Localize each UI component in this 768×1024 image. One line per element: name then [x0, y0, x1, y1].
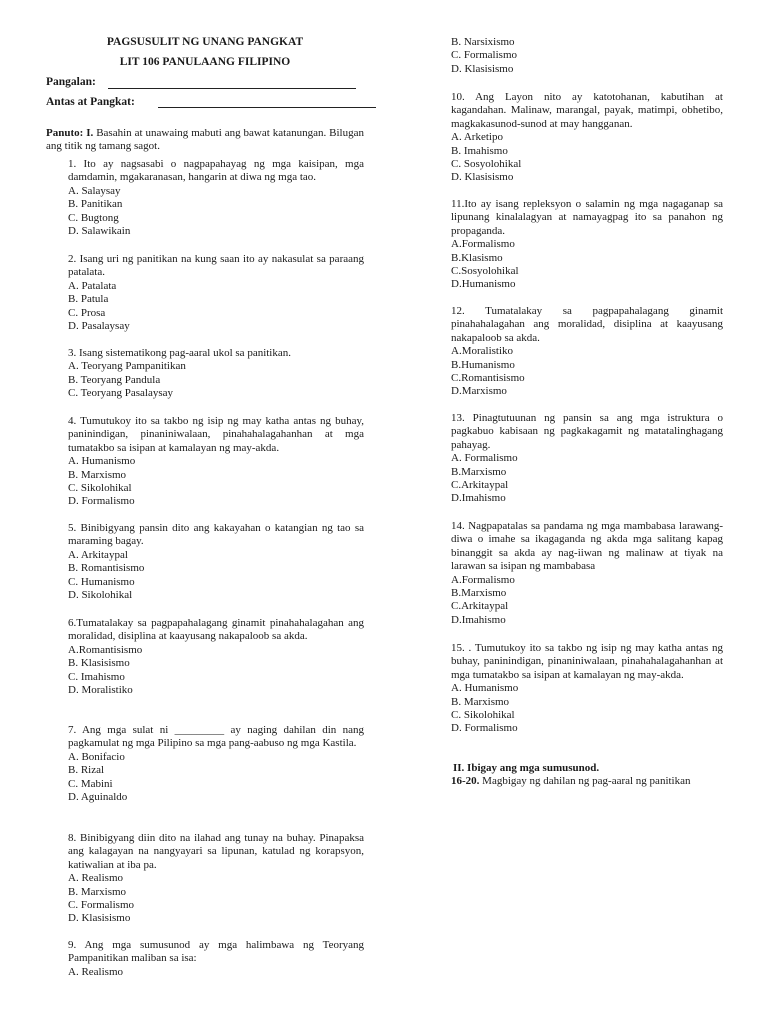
option[interactable]: C. Sosyolohikal [451, 158, 522, 171]
option[interactable]: C.Arkitaypal [451, 600, 509, 613]
option[interactable]: D.Humanismo [451, 278, 516, 291]
option[interactable]: B. Rizal [68, 764, 105, 777]
option[interactable]: D. Klasisismo [451, 62, 514, 75]
option[interactable]: B. Panitikan [68, 198, 123, 211]
question-stem: 11.Ito ay isang repleksyon o salamin ng mga nagaganap sa lipunang kinalalagyan at namayagpag ito sa panahon ng propaganda. [451, 198, 723, 237]
question-stem: 4. Tumutukoy ito sa takbo ng isip ng may katha antas ng buhay, paninindigan, pinaniniwalaan, pinahahalagahanhan at mga tumatakbo sa isipan at kamalayan ng may-akda. [68, 415, 364, 454]
question-10 [451, 91, 723, 185]
option[interactable]: D.Imahismo [451, 613, 506, 626]
option[interactable]: B. Klasisismo [68, 657, 130, 670]
question-3 [46, 347, 364, 401]
option[interactable]: C. Humanismo [68, 575, 135, 588]
option[interactable]: A. Teoryang Pampanitikan [68, 360, 186, 373]
option[interactable]: C. Bugtong [68, 211, 119, 224]
question-stem: 15. . Tumutukoy ito sa takbo ng isip ng may katha antas ng buhay, paninindigan, pinaniniwalaan, pinahahalagahanhan at mga tumatakbo sa isipan at kamalayan ng may-akda. [451, 642, 723, 681]
option[interactable]: B. Marxismo [451, 695, 510, 708]
section-label: Antas at Pangkat: [46, 96, 135, 108]
option[interactable]: D. Sikolohikal [68, 589, 133, 602]
option[interactable]: C. Prosa [68, 306, 106, 319]
option[interactable]: A. Realismo [68, 872, 123, 885]
question-stem: 5. Binibigyang pansin dito ang kakayahan o katangian ng tao sa maraming bagay. [68, 522, 364, 548]
option[interactable]: A. Realismo [68, 965, 123, 978]
option[interactable]: C. Formalismo [451, 49, 518, 62]
option[interactable]: B.Marxismo [451, 587, 507, 600]
option[interactable]: C. Sikolohikal [68, 482, 132, 495]
option[interactable]: A. Patalata [68, 279, 117, 292]
question-stem: 1. Ito ay nagsasabi o nagpapahayag ng mga kaisipan, mga damdamin, mgakaranasan, hangarin at diwa ng mga tao. [68, 158, 364, 184]
option[interactable]: D. Salawikain [68, 225, 131, 238]
option[interactable]: A. Humanismo [68, 455, 136, 468]
question-8 [46, 832, 364, 926]
question-stem: 7. Ang mga sulat ni _________ ay naging dahilan din nang pagkamulat ng mga Pilipino sa mga pang-aabuso ng mga Kastila. [68, 724, 364, 750]
question-stem: 12. Tumatalakay sa pagpapahalagang ginamit pinahahalagahan ang moralidad, disiplina at kaayusang nakapaloob sa akda. [451, 305, 723, 344]
instructions-text: Basahin at unawaing mabuti ang bawat katanungan. Bilugan ang titik ng tamang sagot. [46, 127, 365, 153]
option[interactable]: D. Pasalaysay [68, 320, 130, 333]
name-label: Pangalan: [46, 76, 96, 88]
option[interactable]: C.Sosyolohikal [451, 265, 519, 278]
option[interactable]: D. Formalismo [451, 722, 518, 735]
option[interactable]: D. Aguinaldo [68, 791, 128, 804]
question-4 [46, 415, 364, 509]
section-field[interactable] [158, 107, 376, 108]
option[interactable]: B.Klasismo [451, 251, 503, 264]
option[interactable]: D. Formalismo [68, 495, 135, 508]
question-2 [46, 253, 364, 333]
option[interactable]: D.Marxismo [451, 385, 507, 398]
option[interactable]: B. Imahismo [451, 144, 508, 157]
question-stem: 6.Tumatalakay sa pagpapahalagang ginamit pinahahalagahan ang moralidad, disiplina at kaayusang nakapaloob sa akda. [68, 617, 364, 643]
instructions-label: Panuto: I. [46, 127, 94, 139]
option[interactable]: A.Moralistiko [451, 345, 514, 358]
option[interactable]: C. Mabini [68, 777, 113, 790]
question-14 [451, 520, 723, 627]
question-5 [46, 522, 364, 602]
question-stem: 9. Ang mga sumusunod ay mga halimbawa ng Teoryang Pampanitikan maliban sa isa: [68, 939, 364, 965]
option[interactable]: A.Formalismo [451, 573, 515, 586]
option[interactable]: B. Patula [68, 293, 109, 306]
question-stem: 2. Isang uri ng panitikan na kung saan ito ay nakasulat sa paraang patalata. [68, 253, 364, 279]
option[interactable]: C. Imahismo [68, 670, 125, 683]
option[interactable]: B. Teoryang Pandula [68, 373, 161, 386]
option[interactable]: A. Formalismo [451, 452, 518, 465]
part-2 [451, 762, 723, 789]
option[interactable]: C.Arkitaypal [451, 479, 509, 492]
option[interactable]: C.Romantisismo [451, 372, 525, 385]
option[interactable]: A. Salaysay [68, 184, 121, 197]
option[interactable]: D. Klasisismo [68, 912, 131, 925]
option[interactable]: C. Sikolohikal [451, 709, 515, 722]
question-stem: 14. Nagpapatalas sa pandama ng mga mambabasa larawang-diwa o imahe sa ikagaganda ng akda mga salitang kapag binanggit sa akda ay nag-iiwan ng malinaw at tiyak na larawan sa isipan ng mambabasa [451, 520, 723, 573]
part-2-heading: II. Ibigay ang mga sumusunod. [453, 762, 600, 774]
option[interactable]: A.Romantisismo [68, 643, 143, 656]
question-9-continued [451, 36, 723, 76]
option[interactable]: D. Klasisismo [451, 171, 514, 184]
question-stem: 13. Pinagtutuunan ng pansin sa ang mga istruktura o pagkabuo kabisaan ng pagkakagamit ng matatalinghagang pahayag. [451, 412, 723, 451]
question-stem: 3. Isang sistematikong pag-aaral ukol sa panitikan. [68, 347, 291, 359]
option[interactable]: C. Teoryang Pasalaysay [68, 387, 174, 400]
option[interactable]: B.Marxismo [451, 465, 507, 478]
option[interactable]: B. Marxismo [68, 885, 127, 898]
option[interactable]: B. Romantisismo [68, 562, 145, 575]
question-11 [451, 198, 723, 292]
question-6 [46, 617, 364, 697]
question-12 [451, 305, 723, 399]
question-15 [451, 642, 723, 736]
exam-title: PAGSUSULIT NG UNANG PANGKAT [106, 36, 304, 48]
option[interactable]: C. Formalismo [68, 899, 135, 912]
option[interactable]: A. Bonifacio [68, 750, 125, 763]
question-stem: 8. Binibigyang diin dito na ilahad ang tunay na buhay. Pinapaksa ang kalagayan na nangyayari sa lipunan, katulad ng korapsyon, katiwalian at iba pa. [68, 832, 364, 871]
question-7 [46, 724, 364, 804]
option[interactable]: A. Arketipo [451, 131, 503, 144]
option[interactable]: D.Imahismo [451, 492, 506, 505]
item-number: 16-20. [451, 775, 480, 788]
question-1 [46, 158, 364, 238]
question-9 [46, 939, 364, 979]
option[interactable]: A.Formalismo [451, 238, 515, 251]
instructions [46, 127, 364, 154]
option[interactable]: B. Marxismo [68, 468, 127, 481]
option[interactable]: A. Arkitaypal [68, 548, 128, 561]
name-field[interactable] [108, 88, 356, 89]
option[interactable]: D. Moralistiko [68, 684, 133, 697]
part-2-item-text: Magbigay ng dahilan ng pag-aaral ng panitikan [479, 775, 691, 788]
question-stem: 10. Ang Layon nito ay katotohanan, kabutihan at kagandahan. Malinaw, marangal, payak, matimpi, obhetibo, magkakasunod-sunod at may hangganan. [451, 91, 723, 130]
option[interactable]: B. Narsixismo [451, 36, 515, 48]
option[interactable]: B.Humanismo [451, 358, 515, 371]
option[interactable]: A. Humanismo [451, 682, 519, 695]
question-13 [451, 412, 723, 506]
course-title: LIT 106 PANULAANG FILIPINO [119, 56, 291, 68]
